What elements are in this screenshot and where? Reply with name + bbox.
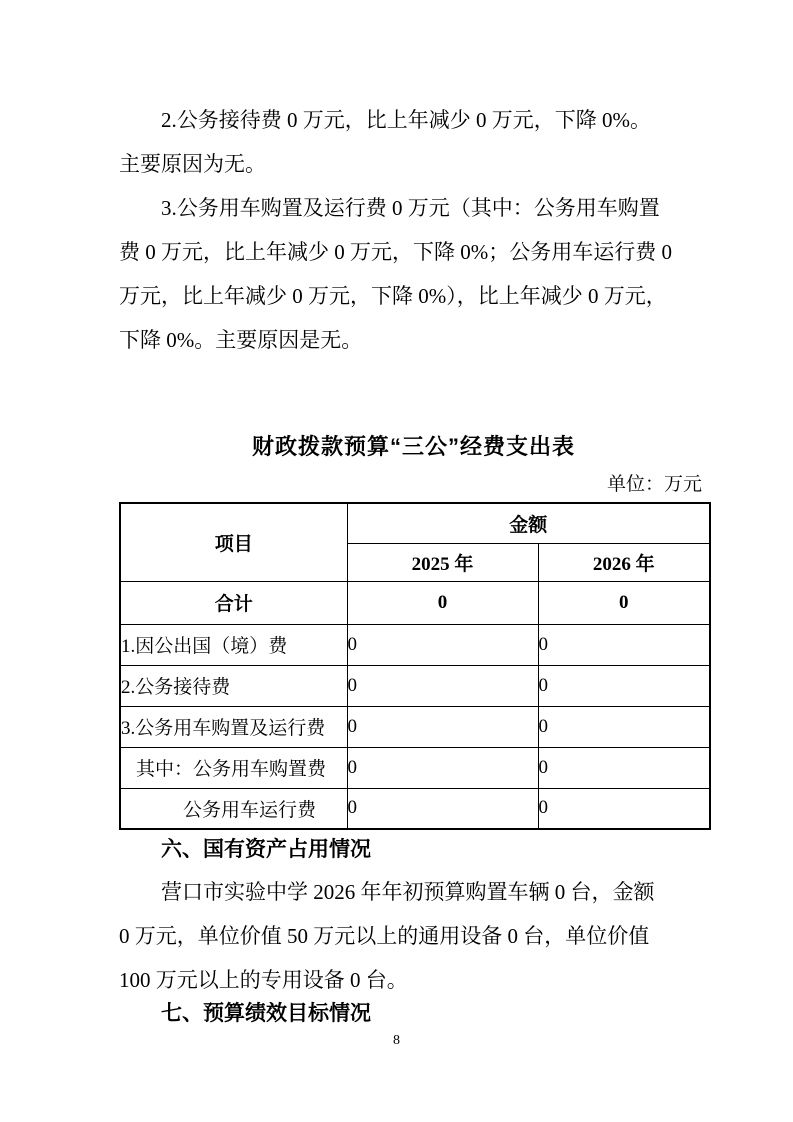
- text-line: 费 0 万元，比上年减少 0 万元，下降 0%；公务用车运行费 0: [119, 240, 672, 264]
- row-value-2025-cell: 0: [347, 665, 538, 706]
- table-title: 财政拨款预算“三公”经费支出表: [251, 434, 575, 459]
- header-amount-cell: 金额: [347, 503, 710, 543]
- row-value-2026-cell: 0: [538, 665, 710, 706]
- row-label-cell: 1.因公出国（境）费: [120, 624, 347, 665]
- row-label-cell: 2.公务接待费: [120, 665, 347, 706]
- row-value-2026-cell: 0: [538, 706, 710, 747]
- total-label-cell: 合计: [120, 581, 347, 624]
- row-value-2026-cell: 0: [538, 747, 710, 788]
- paragraph-reception-fee: [119, 98, 676, 186]
- header-year-2026-cell: 2026 年: [538, 543, 710, 581]
- paragraph-state-assets: [119, 870, 676, 1002]
- row-label-cell: 其中：公务用车购置费: [120, 747, 347, 788]
- total-value-2026-cell: 0: [538, 581, 710, 624]
- text-line: 2.公务接待费 0 万元，比上年减少 0 万元，下降 0%。: [161, 108, 651, 132]
- heading-section-seven: 七、预算绩效目标情况: [161, 1002, 371, 1025]
- row-value-2025-cell: 0: [347, 747, 538, 788]
- header-year-2025-cell: 2025 年: [347, 543, 538, 581]
- text-line: 3.公务用车购置及运行费 0 万元（其中：公务用车购置: [161, 196, 660, 220]
- text-line: 100 万元以上的专用设备 0 台。: [119, 968, 408, 992]
- row-label-cell: 3.公务用车购置及运行费: [120, 706, 347, 747]
- text-line: 营口市实验中学 2026 年年初预算购置车辆 0 台，金额: [161, 880, 655, 904]
- row-value-2026-cell: 0: [538, 624, 710, 665]
- unit-note: 单位：万元: [606, 474, 702, 495]
- row-value-2025-cell: 0: [347, 624, 538, 665]
- text-line: 主要原因为无。: [119, 152, 266, 176]
- table-row: [120, 788, 710, 829]
- table-row: [120, 747, 710, 788]
- heading-section-six: 六、国有资产占用情况: [161, 838, 371, 861]
- page-number: 8: [393, 1033, 400, 1048]
- table-row: [120, 624, 710, 665]
- text-line: 下降 0%。主要原因是无。: [119, 328, 363, 352]
- table-row: [120, 706, 710, 747]
- row-label-cell: 公务用车运行费: [120, 788, 347, 829]
- row-value-2025-cell: 0: [347, 706, 538, 747]
- total-value-2025-cell: 0: [347, 581, 538, 624]
- text-line: 0 万元，单位价值 50 万元以上的通用设备 0 台，单位价值: [119, 924, 650, 948]
- header-item-cell: 项目: [120, 503, 347, 581]
- text-line: 万元，比上年减少 0 万元，下降 0%），比上年减少 0 万元，: [119, 284, 667, 308]
- row-value-2026-cell: 0: [538, 788, 710, 829]
- sangong-expense-table: [119, 502, 711, 830]
- table-row: [120, 665, 710, 706]
- paragraph-vehicle-fee: [119, 186, 676, 362]
- header-row-amount: [120, 503, 710, 543]
- row-value-2025-cell: 0: [347, 788, 538, 829]
- total-row: [120, 581, 710, 624]
